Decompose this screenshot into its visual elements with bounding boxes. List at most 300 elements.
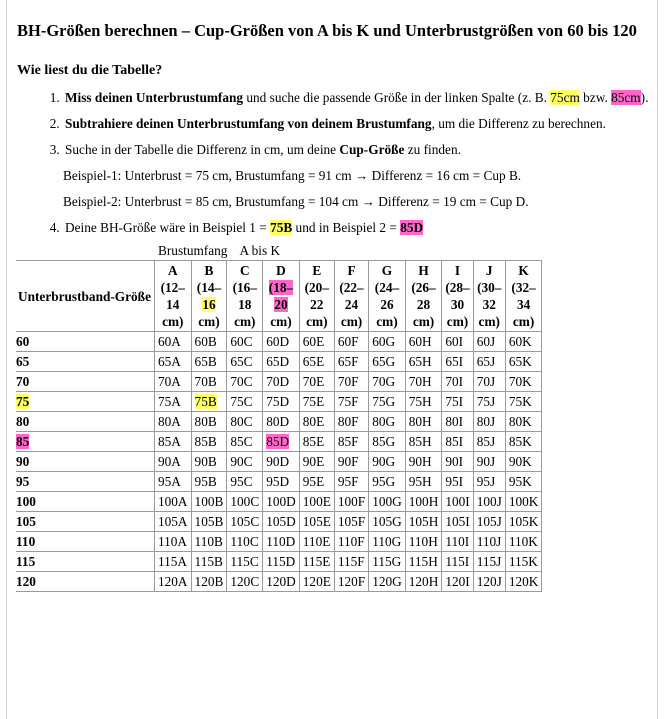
size-cell (154, 512, 191, 532)
size-cell (263, 432, 300, 452)
size-value: 95D (266, 474, 290, 489)
size-value: 85D (266, 434, 290, 449)
size-value: 110J (476, 534, 502, 549)
size-cell (154, 412, 191, 432)
size-value: 60G (372, 334, 396, 349)
column-unit: cm) (270, 314, 292, 329)
size-cell (473, 432, 505, 452)
size-value: 85E (302, 434, 325, 449)
size-cell (442, 332, 473, 352)
row-label (16, 392, 154, 412)
column-unit: cm) (198, 314, 220, 329)
size-cell (263, 452, 300, 472)
row-label (16, 352, 154, 372)
size-cell (442, 552, 473, 572)
size-value: 80E (302, 414, 325, 429)
size-cell (473, 532, 505, 552)
column-range-end: 32 (482, 297, 496, 312)
table-row (16, 572, 542, 592)
size-value: 70H (408, 374, 432, 389)
column-unit: cm) (376, 314, 398, 329)
size-value: 95J (476, 474, 496, 489)
size-value: 70G (372, 374, 396, 389)
row-label (16, 412, 154, 432)
column-letter: I (454, 263, 461, 278)
size-value: 95C (230, 474, 253, 489)
table-row (16, 512, 542, 532)
size-value: 90I (445, 454, 464, 469)
size-cell (405, 532, 442, 552)
size-cell (334, 492, 368, 512)
size-value: 105E (302, 514, 331, 529)
size-value: 75B (194, 394, 217, 409)
caption-label: Brustumfang (158, 243, 228, 258)
size-value: 75J (476, 394, 496, 409)
size-value: 70J (476, 374, 496, 389)
column-header-b (191, 261, 227, 332)
size-value: 95F (337, 474, 359, 489)
size-cell (369, 512, 406, 532)
size-value: 110E (302, 534, 331, 549)
size-cell (473, 372, 505, 392)
size-cell (473, 332, 505, 352)
column-range-start: (14– (196, 280, 222, 295)
size-cell (405, 512, 442, 532)
column-range-start: (12– (160, 280, 185, 295)
size-value: 75D (266, 394, 290, 409)
size-cell (505, 372, 542, 392)
size-cell (263, 372, 300, 392)
step-4-result-1: 75B (270, 220, 293, 235)
row-label-text: 110 (16, 534, 36, 549)
size-cell (405, 372, 442, 392)
size-value: 95G (372, 474, 396, 489)
size-cell (227, 372, 263, 392)
column-unit: cm) (446, 314, 469, 329)
size-value: 65F (337, 354, 359, 369)
column-header-d (263, 261, 300, 332)
size-cell (154, 332, 191, 352)
size-value: 105I (445, 514, 470, 529)
row-label-text: 60 (16, 334, 30, 349)
size-cell (405, 492, 442, 512)
size-cell (191, 492, 227, 512)
column-letter: F (347, 263, 356, 278)
size-value: 70F (337, 374, 359, 389)
step-3-text: Suche in der Tabelle die Differenz in cm, um deine (65, 142, 340, 157)
size-value: 80B (194, 414, 217, 429)
size-cell (191, 532, 227, 552)
size-cell (191, 352, 227, 372)
size-cell (473, 492, 505, 512)
size-value: 120H (408, 574, 439, 589)
size-cell (334, 472, 368, 492)
step-1-highlight-75: 75cm (550, 90, 580, 105)
size-value: 80C (230, 414, 253, 429)
column-letter: B (204, 263, 214, 278)
size-cell (191, 332, 227, 352)
column-letter: J (485, 263, 493, 278)
size-value: 95K (508, 474, 532, 489)
step-1-end: ). (640, 90, 649, 105)
size-value: 105C (230, 514, 260, 529)
size-value: 85I (445, 434, 464, 449)
size-cell (405, 392, 442, 412)
size-cell (405, 552, 442, 572)
size-value: 75I (445, 394, 464, 409)
step-4-result-2: 85D (400, 220, 424, 235)
size-cell (227, 492, 263, 512)
size-value: 65G (372, 354, 396, 369)
size-cell (191, 372, 227, 392)
column-letter: C (239, 263, 250, 278)
size-cell (442, 492, 473, 512)
row-label (16, 512, 154, 532)
size-cell (505, 532, 542, 552)
size-cell (299, 332, 334, 352)
size-cell (369, 492, 406, 512)
size-cell (505, 392, 542, 412)
size-cell (442, 472, 473, 492)
size-cell (191, 392, 227, 412)
column-letter: A (167, 263, 178, 278)
size-cell (334, 532, 368, 552)
table-row (16, 332, 542, 352)
size-cell (369, 432, 406, 452)
size-value: 115D (266, 554, 296, 569)
row-label (16, 372, 154, 392)
size-cell (299, 352, 334, 372)
size-value: 60C (230, 334, 253, 349)
size-cell (442, 452, 473, 472)
size-cell (299, 412, 334, 432)
size-cell (191, 452, 227, 472)
size-cell (227, 332, 263, 352)
size-cell (299, 432, 334, 452)
row-label-text: 95 (16, 474, 30, 489)
table-row (16, 492, 542, 512)
size-cell (405, 332, 442, 352)
table-row (16, 372, 542, 392)
size-cell (154, 392, 191, 412)
size-cell (442, 372, 473, 392)
step-4 (63, 219, 657, 236)
size-value: 120G (372, 574, 402, 589)
size-value: 120J (476, 574, 502, 589)
size-value: 90B (194, 454, 217, 469)
column-unit: cm) (512, 314, 535, 329)
column-range-start: (26– (411, 280, 436, 295)
size-value: 110F (337, 534, 365, 549)
size-value: 65H (408, 354, 432, 369)
size-cell (263, 572, 300, 592)
column-header-j (473, 261, 505, 332)
size-cell (334, 392, 368, 412)
size-cell (505, 552, 542, 572)
size-cell (334, 512, 368, 532)
size-value: 105A (157, 514, 188, 529)
size-cell (442, 572, 473, 592)
size-cell (299, 472, 334, 492)
size-cell (299, 392, 334, 412)
example-1: Beispiel-1: Unterbrust = 75 cm, Brustumfang = 91 cm → Differenz = 16 cm = Cup B. (63, 168, 522, 183)
size-cell (334, 412, 368, 432)
size-cell (299, 452, 334, 472)
size-cell (505, 472, 542, 492)
size-value: 105J (476, 514, 502, 529)
step-1-mid: bzw. (579, 90, 612, 105)
size-table (16, 260, 542, 592)
size-cell (334, 572, 368, 592)
size-value: 115C (230, 554, 259, 569)
step-1-bold: Miss deinen Unterbrustumfang (65, 90, 244, 105)
size-cell (369, 472, 406, 492)
size-cell (191, 432, 227, 452)
size-value: 120I (445, 574, 470, 589)
size-value: 90K (508, 454, 532, 469)
column-range-end: 26 (380, 297, 394, 312)
size-cell (299, 552, 334, 572)
size-value: 100A (157, 494, 188, 509)
size-cell (227, 432, 263, 452)
column-range-end: 22 (310, 297, 324, 312)
size-cell (154, 472, 191, 492)
column-letter: G (381, 263, 393, 278)
size-value: 95H (408, 474, 432, 489)
size-value: 70I (445, 374, 464, 389)
column-range-start: (32– (511, 280, 536, 295)
table-body (16, 332, 542, 592)
row-label-text: 90 (16, 454, 30, 469)
row-label (16, 432, 154, 452)
row-label (16, 532, 154, 552)
table-row (16, 432, 542, 452)
column-header-e (299, 261, 334, 332)
column-letter: K (518, 263, 529, 278)
step-1 (63, 89, 657, 106)
size-cell (154, 492, 191, 512)
column-range-end: 24 (344, 297, 359, 312)
row-label-text: 75 (16, 394, 30, 409)
size-cell (442, 432, 473, 452)
step-2-text: , um die Differenz zu berechnen. (431, 116, 606, 131)
column-range-start: (20– (304, 280, 329, 295)
size-value: 85J (476, 434, 496, 449)
size-cell (369, 532, 406, 552)
size-value: 100H (408, 494, 439, 509)
size-cell (299, 372, 334, 392)
size-value: 90G (372, 454, 396, 469)
size-cell (505, 492, 542, 512)
size-value: 120F (337, 574, 366, 589)
size-value: 110B (194, 534, 223, 549)
size-cell (442, 532, 473, 552)
size-value: 100E (302, 494, 331, 509)
size-value: 115J (476, 554, 502, 569)
size-value: 115B (194, 554, 223, 569)
column-letter: D (276, 263, 286, 278)
column-range-end: 18 (238, 297, 252, 312)
size-value: 105B (194, 514, 224, 529)
column-range-start: (22– (339, 280, 364, 295)
step-4-text: Deine BH-Größe wäre in Beispiel 1 = (65, 220, 271, 235)
size-value: 110G (372, 534, 402, 549)
column-unit: cm) (412, 314, 435, 329)
row-label-text: 65 (16, 354, 30, 369)
size-cell (299, 492, 334, 512)
size-value: 65B (194, 354, 217, 369)
size-cell (369, 352, 406, 372)
size-value: 90F (337, 454, 359, 469)
size-value: 100F (337, 494, 366, 509)
size-value: 110K (508, 534, 538, 549)
size-value: 100J (476, 494, 502, 509)
column-header-h (405, 261, 442, 332)
size-cell (191, 472, 227, 492)
size-value: 110I (445, 534, 470, 549)
column-unit: cm) (234, 314, 256, 329)
size-cell (191, 512, 227, 532)
size-value: 95B (194, 474, 217, 489)
column-range-start: (30– (477, 280, 502, 295)
size-value: 75C (230, 394, 253, 409)
size-cell (405, 412, 442, 432)
size-value: 85K (508, 434, 532, 449)
size-value: 105H (408, 514, 439, 529)
size-cell (227, 512, 263, 532)
column-range-end: 20 (274, 297, 288, 312)
row-label (16, 332, 154, 352)
size-value: 120E (302, 574, 331, 589)
size-value: 110A (157, 534, 188, 549)
size-cell (263, 472, 300, 492)
size-value: 60H (408, 334, 432, 349)
page-title: BH-Größen berechnen – Cup-Größen von A bis K und Unterbrustgrößen von 60 bis 120 (17, 21, 637, 40)
size-value: 90E (302, 454, 325, 469)
size-cell (334, 552, 368, 572)
size-value: 120K (508, 574, 539, 589)
column-range-end: 28 (416, 297, 431, 312)
size-value: 65J (476, 354, 496, 369)
size-value: 105D (266, 514, 296, 529)
size-value: 110H (408, 534, 438, 549)
size-cell (154, 352, 191, 372)
caption-range: A bis K (239, 243, 281, 258)
table-row (16, 452, 542, 472)
size-value: 80A (157, 414, 181, 429)
size-value: 85A (157, 434, 181, 449)
size-value: 75G (372, 394, 396, 409)
size-cell (334, 372, 368, 392)
size-value: 65I (445, 354, 464, 369)
table-row (16, 352, 542, 372)
column-range-start: (28– (445, 280, 470, 295)
size-cell (369, 392, 406, 412)
column-header-i (442, 261, 473, 332)
size-cell (263, 352, 300, 372)
size-cell (263, 332, 300, 352)
step-2 (63, 115, 657, 132)
row-label-text: 80 (16, 414, 30, 429)
size-cell (405, 432, 442, 452)
size-cell (334, 432, 368, 452)
size-cell (191, 552, 227, 572)
column-unit: cm) (478, 314, 500, 329)
size-value: 100D (266, 494, 296, 509)
size-cell (473, 572, 505, 592)
size-cell (505, 432, 542, 452)
size-value: 120D (266, 574, 296, 589)
size-cell (442, 352, 473, 372)
size-value: 85F (337, 434, 359, 449)
size-cell (442, 512, 473, 532)
size-cell (227, 572, 263, 592)
size-cell (191, 572, 227, 592)
column-range-end: 34 (516, 297, 531, 312)
size-value: 100K (508, 494, 539, 509)
size-value: 115I (445, 554, 470, 569)
column-header-a (154, 261, 191, 332)
size-cell (405, 452, 442, 472)
size-cell (405, 472, 442, 492)
step-1-text: und suche die passende Größe in der linken Spalte (z. B. (243, 90, 551, 105)
size-value: 80F (337, 414, 359, 429)
size-cell (473, 472, 505, 492)
column-range-end: 30 (450, 297, 465, 312)
row-label (16, 572, 154, 592)
size-cell (405, 572, 442, 592)
size-cell (334, 352, 368, 372)
size-value: 60K (508, 334, 532, 349)
table-row (16, 532, 542, 552)
column-range-start: (24– (374, 280, 400, 295)
row-label-text: 70 (16, 374, 30, 389)
size-value: 90A (157, 454, 181, 469)
size-cell (299, 512, 334, 532)
size-cell (334, 452, 368, 472)
size-value: 90C (230, 454, 253, 469)
size-value: 115G (372, 554, 402, 569)
size-value: 115K (508, 554, 538, 569)
table-row (16, 412, 542, 432)
size-value: 80K (508, 414, 532, 429)
size-value: 75F (337, 394, 359, 409)
size-value: 70C (230, 374, 253, 389)
howto-heading: Wie liest du die Tabelle? (17, 63, 163, 78)
size-cell (473, 452, 505, 472)
size-cell (505, 512, 542, 532)
step-2-bold: Subtrahiere deinen Unterbrustumfang von deinem Brustumfang (65, 116, 432, 131)
size-cell (505, 452, 542, 472)
size-cell (473, 552, 505, 572)
size-cell (369, 372, 406, 392)
column-unit: cm) (162, 314, 184, 329)
size-value: 110D (266, 534, 296, 549)
step-1-highlight-85: 85cm (611, 90, 641, 105)
row-label-text: 115 (16, 554, 36, 569)
size-value: 105K (508, 514, 539, 529)
size-cell (299, 572, 334, 592)
column-letter: H (418, 263, 429, 278)
size-cell (227, 352, 263, 372)
size-value: 70B (194, 374, 217, 389)
column-header-g (369, 261, 406, 332)
row-label-text: 85 (16, 434, 30, 449)
size-value: 85H (408, 434, 432, 449)
size-cell (505, 572, 542, 592)
size-cell (227, 412, 263, 432)
size-value: 65C (230, 354, 253, 369)
